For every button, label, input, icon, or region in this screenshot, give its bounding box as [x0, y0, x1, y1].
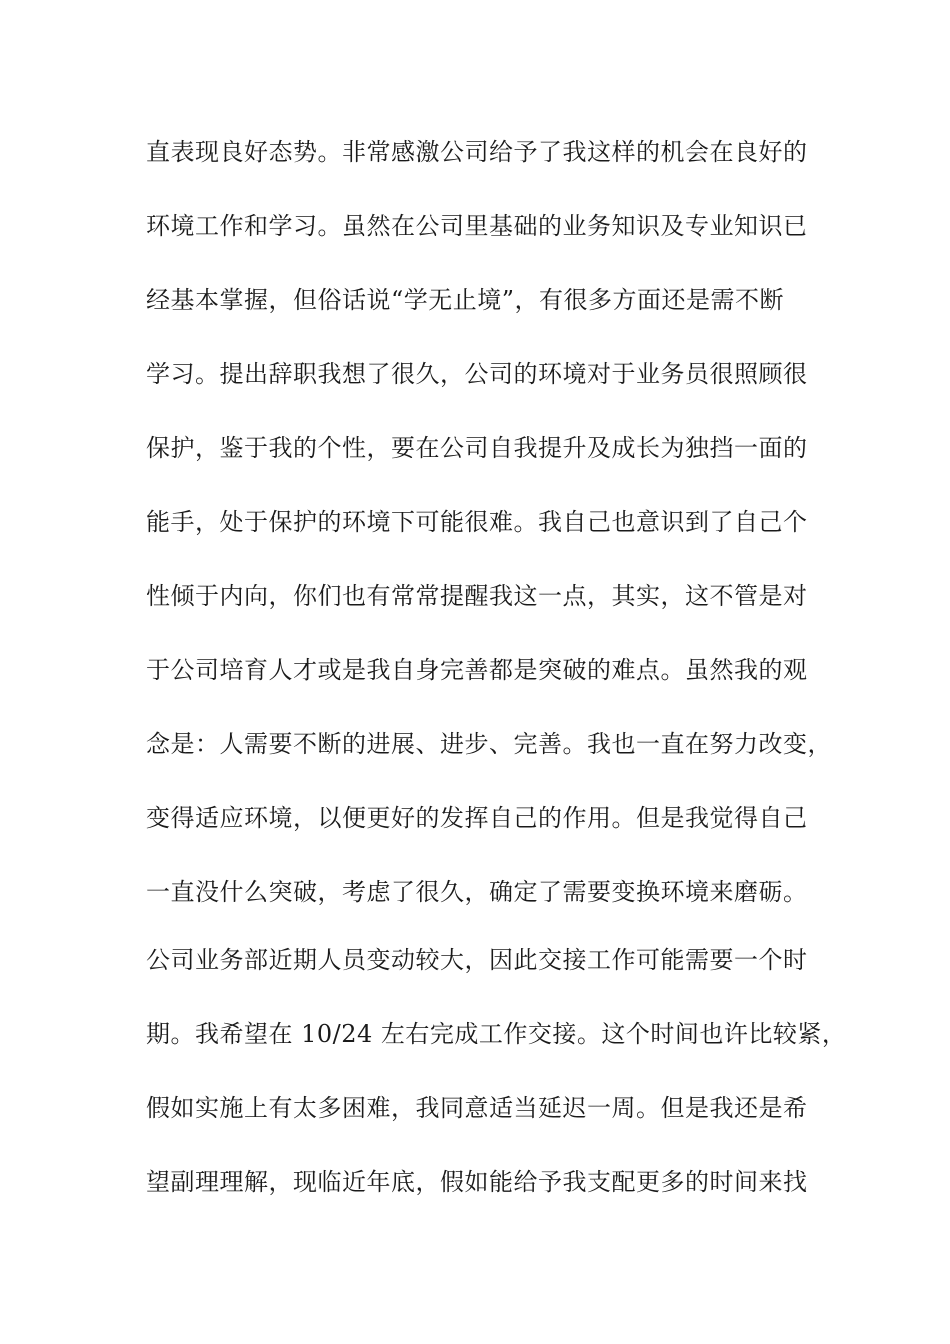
- document-body: [146, 128, 846, 1232]
- text-line: 念是：人需要不断的进展、进步、完善。我也一直在努力改变，: [146, 730, 832, 758]
- text-line: 环境工作和学习。虽然在公司里基础的业务知识及专业知识已: [146, 212, 808, 240]
- text-line: 保护，鉴于我的个性，要在公司自我提升及成长为独挡一面的: [146, 434, 808, 462]
- text-line: 学习。提出辞职我想了很久，公司的环境对于业务员很照顾很: [146, 360, 808, 388]
- text-line: 变得适应环境，以便更好的发挥自己的作用。但是我觉得自己: [146, 804, 808, 832]
- text-line: 直表现良好态势。非常感激公司给予了我这样的机会在良好的: [146, 138, 808, 166]
- text-line: 假如实施上有太多困难，我同意适当延迟一周。但是我还是希: [146, 1094, 808, 1122]
- text-line: 于公司培育人才或是我自身完善都是突破的难点。虽然我的观: [146, 656, 808, 684]
- text-line: 望副理理解，现临近年底，假如能给予我支配更多的时间来找: [146, 1168, 808, 1196]
- text-line: 期。我希望在 10/24 左右完成工作交接。这个时间也许比较紧，: [146, 1020, 847, 1048]
- text-line: 能手，处于保护的环境下可能很难。我自己也意识到了自己个: [146, 508, 808, 536]
- text-line: 一直没什么突破，考虑了很久，确定了需要变换环境来磨砺。: [146, 878, 808, 906]
- text-line: 公司业务部近期人员变动较大，因此交接工作可能需要一个时: [146, 946, 808, 974]
- text-line: 性倾于内向，你们也有常常提醒我这一点，其实，这不管是对: [146, 582, 808, 610]
- text-line: 经基本掌握，但俗话说“学无止境”，有很多方面还是需不断: [146, 286, 785, 314]
